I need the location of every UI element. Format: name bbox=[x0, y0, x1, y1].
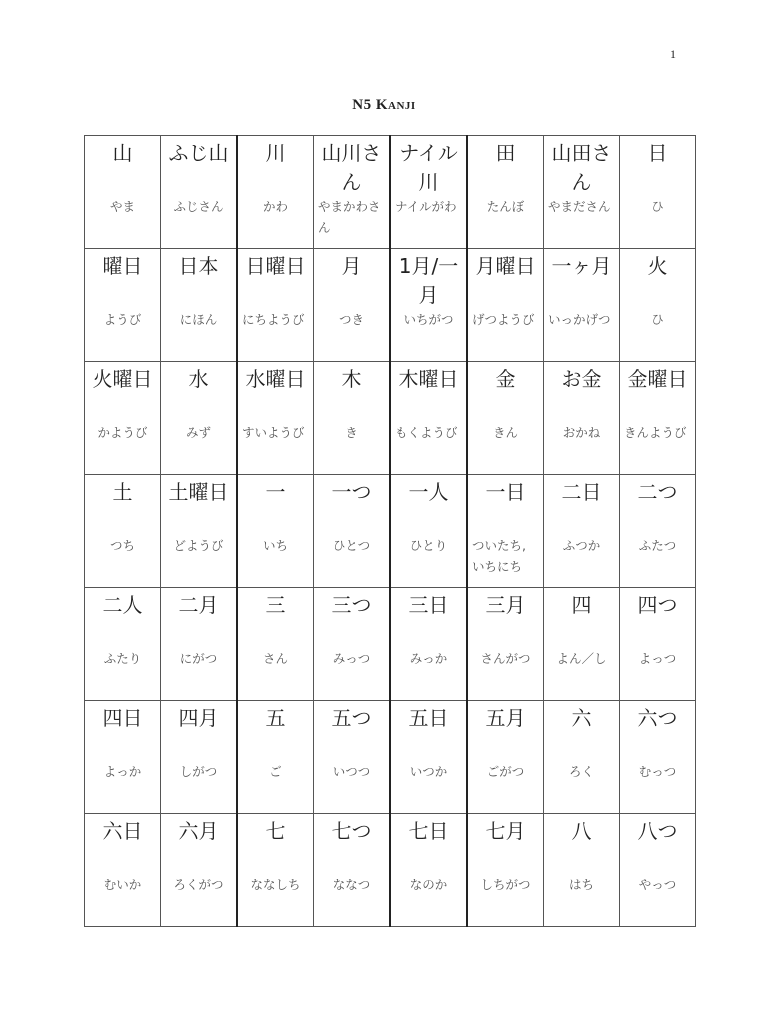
kanji-cell bbox=[390, 701, 467, 814]
kanji-reading: よっつ bbox=[638, 651, 677, 666]
kanji-cell bbox=[467, 588, 544, 701]
kanji-word: 一 bbox=[265, 480, 286, 504]
kanji-reading: つき bbox=[338, 312, 364, 327]
kanji-reading: ろく bbox=[568, 764, 594, 779]
kanji-cell bbox=[620, 701, 696, 814]
kanji-cell bbox=[161, 362, 238, 475]
kanji-reading: にがつ bbox=[179, 651, 218, 666]
kanji-reading: ふたつ bbox=[638, 538, 677, 553]
kanji-word: 二人 bbox=[102, 593, 143, 617]
kanji-cell bbox=[314, 814, 391, 927]
kanji-reading: ひとり bbox=[409, 538, 448, 553]
kanji-reading: いつか bbox=[409, 764, 448, 779]
kanji-reading: ごがつ bbox=[486, 764, 525, 779]
kanji-cell bbox=[314, 136, 391, 249]
kanji-word: 水曜日 bbox=[245, 367, 306, 391]
kanji-word: 二月 bbox=[178, 593, 219, 617]
kanji-word: 二つ bbox=[637, 480, 678, 504]
kanji-word: 七月 bbox=[485, 819, 526, 843]
kanji-cell bbox=[390, 814, 467, 927]
kanji-cell bbox=[161, 475, 238, 588]
kanji-word: 三 bbox=[265, 593, 286, 617]
kanji-reading: ろくがつ bbox=[173, 877, 224, 892]
kanji-reading: ひとつ bbox=[332, 538, 371, 553]
kanji-word: 川 bbox=[265, 141, 286, 165]
kanji-cell bbox=[314, 588, 391, 701]
kanji-cell bbox=[544, 136, 620, 249]
kanji-cell bbox=[161, 701, 238, 814]
kanji-cell bbox=[85, 701, 161, 814]
kanji-reading: むいか bbox=[103, 877, 142, 892]
table-row bbox=[85, 362, 696, 475]
kanji-cell bbox=[390, 475, 467, 588]
kanji-reading: よん／し bbox=[556, 651, 607, 666]
kanji-word: 八つ bbox=[637, 819, 678, 843]
kanji-reading: いつつ bbox=[332, 764, 371, 779]
kanji-word: お金 bbox=[561, 367, 602, 391]
kanji-cell bbox=[544, 814, 620, 927]
kanji-word: 七つ bbox=[331, 819, 372, 843]
kanji-cell bbox=[85, 814, 161, 927]
kanji-cell bbox=[314, 249, 391, 362]
kanji-word: 八 bbox=[571, 819, 592, 843]
kanji-reading: もくようび bbox=[395, 425, 458, 440]
kanji-reading: きん bbox=[492, 425, 518, 440]
kanji-word: 火 bbox=[647, 254, 668, 278]
kanji-reading: やま bbox=[109, 199, 135, 214]
document-title: N5 Kanji bbox=[352, 97, 416, 113]
kanji-cell bbox=[85, 475, 161, 588]
kanji-cell bbox=[390, 136, 467, 249]
kanji-word: 一つ bbox=[331, 480, 372, 504]
kanji-word: 一日 bbox=[485, 480, 526, 504]
kanji-reading: ご bbox=[269, 764, 282, 779]
page-number: 1 bbox=[670, 47, 676, 61]
kanji-word: 水 bbox=[188, 367, 209, 391]
kanji-reading: どようび bbox=[173, 538, 224, 553]
kanji-word: 一ヶ月 bbox=[551, 254, 612, 278]
kanji-word: 田 bbox=[495, 141, 516, 165]
kanji-reading: いち bbox=[262, 538, 288, 553]
kanji-reading: はち bbox=[568, 877, 594, 892]
kanji-word: 日本 bbox=[178, 254, 219, 278]
kanji-word: 五 bbox=[265, 706, 286, 730]
kanji-word: 四日 bbox=[102, 706, 143, 730]
kanji-cell bbox=[467, 362, 544, 475]
kanji-reading: にちようび bbox=[242, 312, 305, 327]
table-row bbox=[85, 249, 696, 362]
kanji-cell bbox=[467, 814, 544, 927]
kanji-reading: ななしち bbox=[250, 877, 301, 892]
table-row bbox=[85, 136, 696, 249]
kanji-cell bbox=[620, 588, 696, 701]
kanji-reading: みず bbox=[185, 425, 211, 440]
kanji-reading: すいようび bbox=[242, 425, 305, 440]
kanji-cell bbox=[161, 249, 238, 362]
kanji-word: 山川さん bbox=[321, 141, 382, 194]
kanji-word: 一人 bbox=[408, 480, 449, 504]
kanji-reading: みっつ bbox=[332, 651, 371, 666]
table-row bbox=[85, 475, 696, 588]
kanji-cell bbox=[620, 814, 696, 927]
kanji-reading: さんがつ bbox=[480, 651, 531, 666]
kanji-cell bbox=[467, 249, 544, 362]
kanji-reading: きんようび bbox=[624, 425, 687, 440]
kanji-cell bbox=[544, 588, 620, 701]
kanji-cell bbox=[620, 249, 696, 362]
kanji-word: ふじ山 bbox=[168, 141, 229, 165]
kanji-cell bbox=[237, 475, 314, 588]
kanji-reading: かわ bbox=[262, 199, 288, 214]
kanji-cell bbox=[161, 136, 238, 249]
kanji-cell bbox=[85, 588, 161, 701]
kanji-reading: ふじさん bbox=[173, 199, 224, 214]
kanji-cell bbox=[237, 701, 314, 814]
kanji-reading: むっつ bbox=[638, 764, 677, 779]
kanji-word: 木 bbox=[341, 367, 362, 391]
kanji-reading: ななつ bbox=[332, 877, 371, 892]
kanji-cell bbox=[161, 814, 238, 927]
kanji-cell bbox=[390, 588, 467, 701]
kanji-reading: しちがつ bbox=[480, 877, 531, 892]
kanji-cell bbox=[390, 362, 467, 475]
kanji-reading: ついたち, いちにち bbox=[472, 538, 526, 574]
kanji-word: 月曜日 bbox=[475, 254, 536, 278]
kanji-cell bbox=[237, 249, 314, 362]
kanji-word: 三日 bbox=[408, 593, 449, 617]
table-row bbox=[85, 701, 696, 814]
kanji-word: 土 bbox=[112, 480, 133, 504]
kanji-reading: にほん bbox=[179, 312, 218, 327]
kanji-reading: みっか bbox=[409, 651, 448, 666]
kanji-table bbox=[84, 135, 696, 927]
kanji-reading: ふつか bbox=[562, 538, 601, 553]
kanji-word: ナイル川 bbox=[399, 141, 458, 194]
kanji-word: 四つ bbox=[637, 593, 678, 617]
kanji-reading: やっつ bbox=[638, 877, 677, 892]
kanji-reading: いちがつ bbox=[403, 312, 454, 327]
kanji-reading: つち bbox=[109, 538, 135, 553]
kanji-word: 火曜日 bbox=[92, 367, 153, 391]
kanji-word: 六日 bbox=[102, 819, 143, 843]
kanji-cell bbox=[544, 249, 620, 362]
kanji-word: 1月/一月 bbox=[398, 254, 459, 307]
kanji-word: 七日 bbox=[408, 819, 449, 843]
kanji-cell bbox=[620, 136, 696, 249]
kanji-word: 二日 bbox=[561, 480, 602, 504]
kanji-cell bbox=[620, 362, 696, 475]
kanji-word: 曜日 bbox=[102, 254, 143, 278]
kanji-reading: ひ bbox=[651, 312, 664, 327]
kanji-cell bbox=[544, 701, 620, 814]
kanji-cell bbox=[85, 362, 161, 475]
kanji-reading: やまださん bbox=[548, 199, 611, 214]
kanji-word: 五日 bbox=[408, 706, 449, 730]
kanji-cell bbox=[85, 249, 161, 362]
kanji-reading: しがつ bbox=[179, 764, 218, 779]
kanji-word: 六月 bbox=[178, 819, 219, 843]
kanji-reading: たんぼ bbox=[486, 199, 525, 214]
kanji-word: 三月 bbox=[485, 593, 526, 617]
kanji-reading: よっか bbox=[103, 764, 142, 779]
kanji-reading: ナイルがわ bbox=[395, 199, 457, 214]
kanji-cell bbox=[620, 475, 696, 588]
kanji-word: 金 bbox=[495, 367, 516, 391]
table-row bbox=[85, 588, 696, 701]
kanji-cell bbox=[314, 362, 391, 475]
kanji-reading: ふたり bbox=[103, 651, 142, 666]
kanji-reading: いっかげつ bbox=[548, 312, 611, 327]
kanji-reading: ようび bbox=[103, 312, 142, 327]
kanji-cell bbox=[467, 475, 544, 588]
kanji-reading: き bbox=[345, 425, 358, 440]
kanji-word: 山田さん bbox=[551, 141, 612, 194]
kanji-word: 四 bbox=[571, 593, 592, 617]
kanji-word: 六 bbox=[571, 706, 592, 730]
kanji-reading: おかね bbox=[562, 425, 601, 440]
kanji-word: 金曜日 bbox=[627, 367, 688, 391]
kanji-cell bbox=[314, 701, 391, 814]
kanji-reading: なのか bbox=[409, 877, 448, 892]
kanji-reading: ひ bbox=[651, 199, 664, 214]
kanji-cell bbox=[544, 362, 620, 475]
table-row bbox=[85, 814, 696, 927]
kanji-word: 六つ bbox=[637, 706, 678, 730]
kanji-reading: かようび bbox=[97, 425, 148, 440]
kanji-cell bbox=[467, 136, 544, 249]
kanji-word: 五つ bbox=[331, 706, 372, 730]
kanji-word: 五月 bbox=[485, 706, 526, 730]
kanji-reading: さん bbox=[262, 651, 288, 666]
kanji-word: 山 bbox=[112, 141, 133, 165]
kanji-word: 土曜日 bbox=[168, 480, 229, 504]
kanji-word: 四月 bbox=[178, 706, 219, 730]
kanji-cell bbox=[544, 475, 620, 588]
kanji-cell bbox=[314, 475, 391, 588]
kanji-cell bbox=[237, 588, 314, 701]
kanji-cell bbox=[161, 588, 238, 701]
kanji-word: 三つ bbox=[331, 593, 372, 617]
kanji-cell bbox=[237, 136, 314, 249]
kanji-reading: やまかわさん bbox=[318, 199, 381, 235]
kanji-reading: げつようび bbox=[472, 312, 535, 327]
kanji-cell bbox=[467, 701, 544, 814]
kanji-word: 木曜日 bbox=[398, 367, 459, 391]
kanji-cell bbox=[237, 814, 314, 927]
kanji-word: 七 bbox=[265, 819, 286, 843]
kanji-word: 日 bbox=[647, 141, 668, 165]
kanji-cell bbox=[237, 362, 314, 475]
kanji-word: 月 bbox=[341, 254, 362, 278]
kanji-cell bbox=[390, 249, 467, 362]
kanji-cell bbox=[85, 136, 161, 249]
kanji-word: 日曜日 bbox=[245, 254, 306, 278]
